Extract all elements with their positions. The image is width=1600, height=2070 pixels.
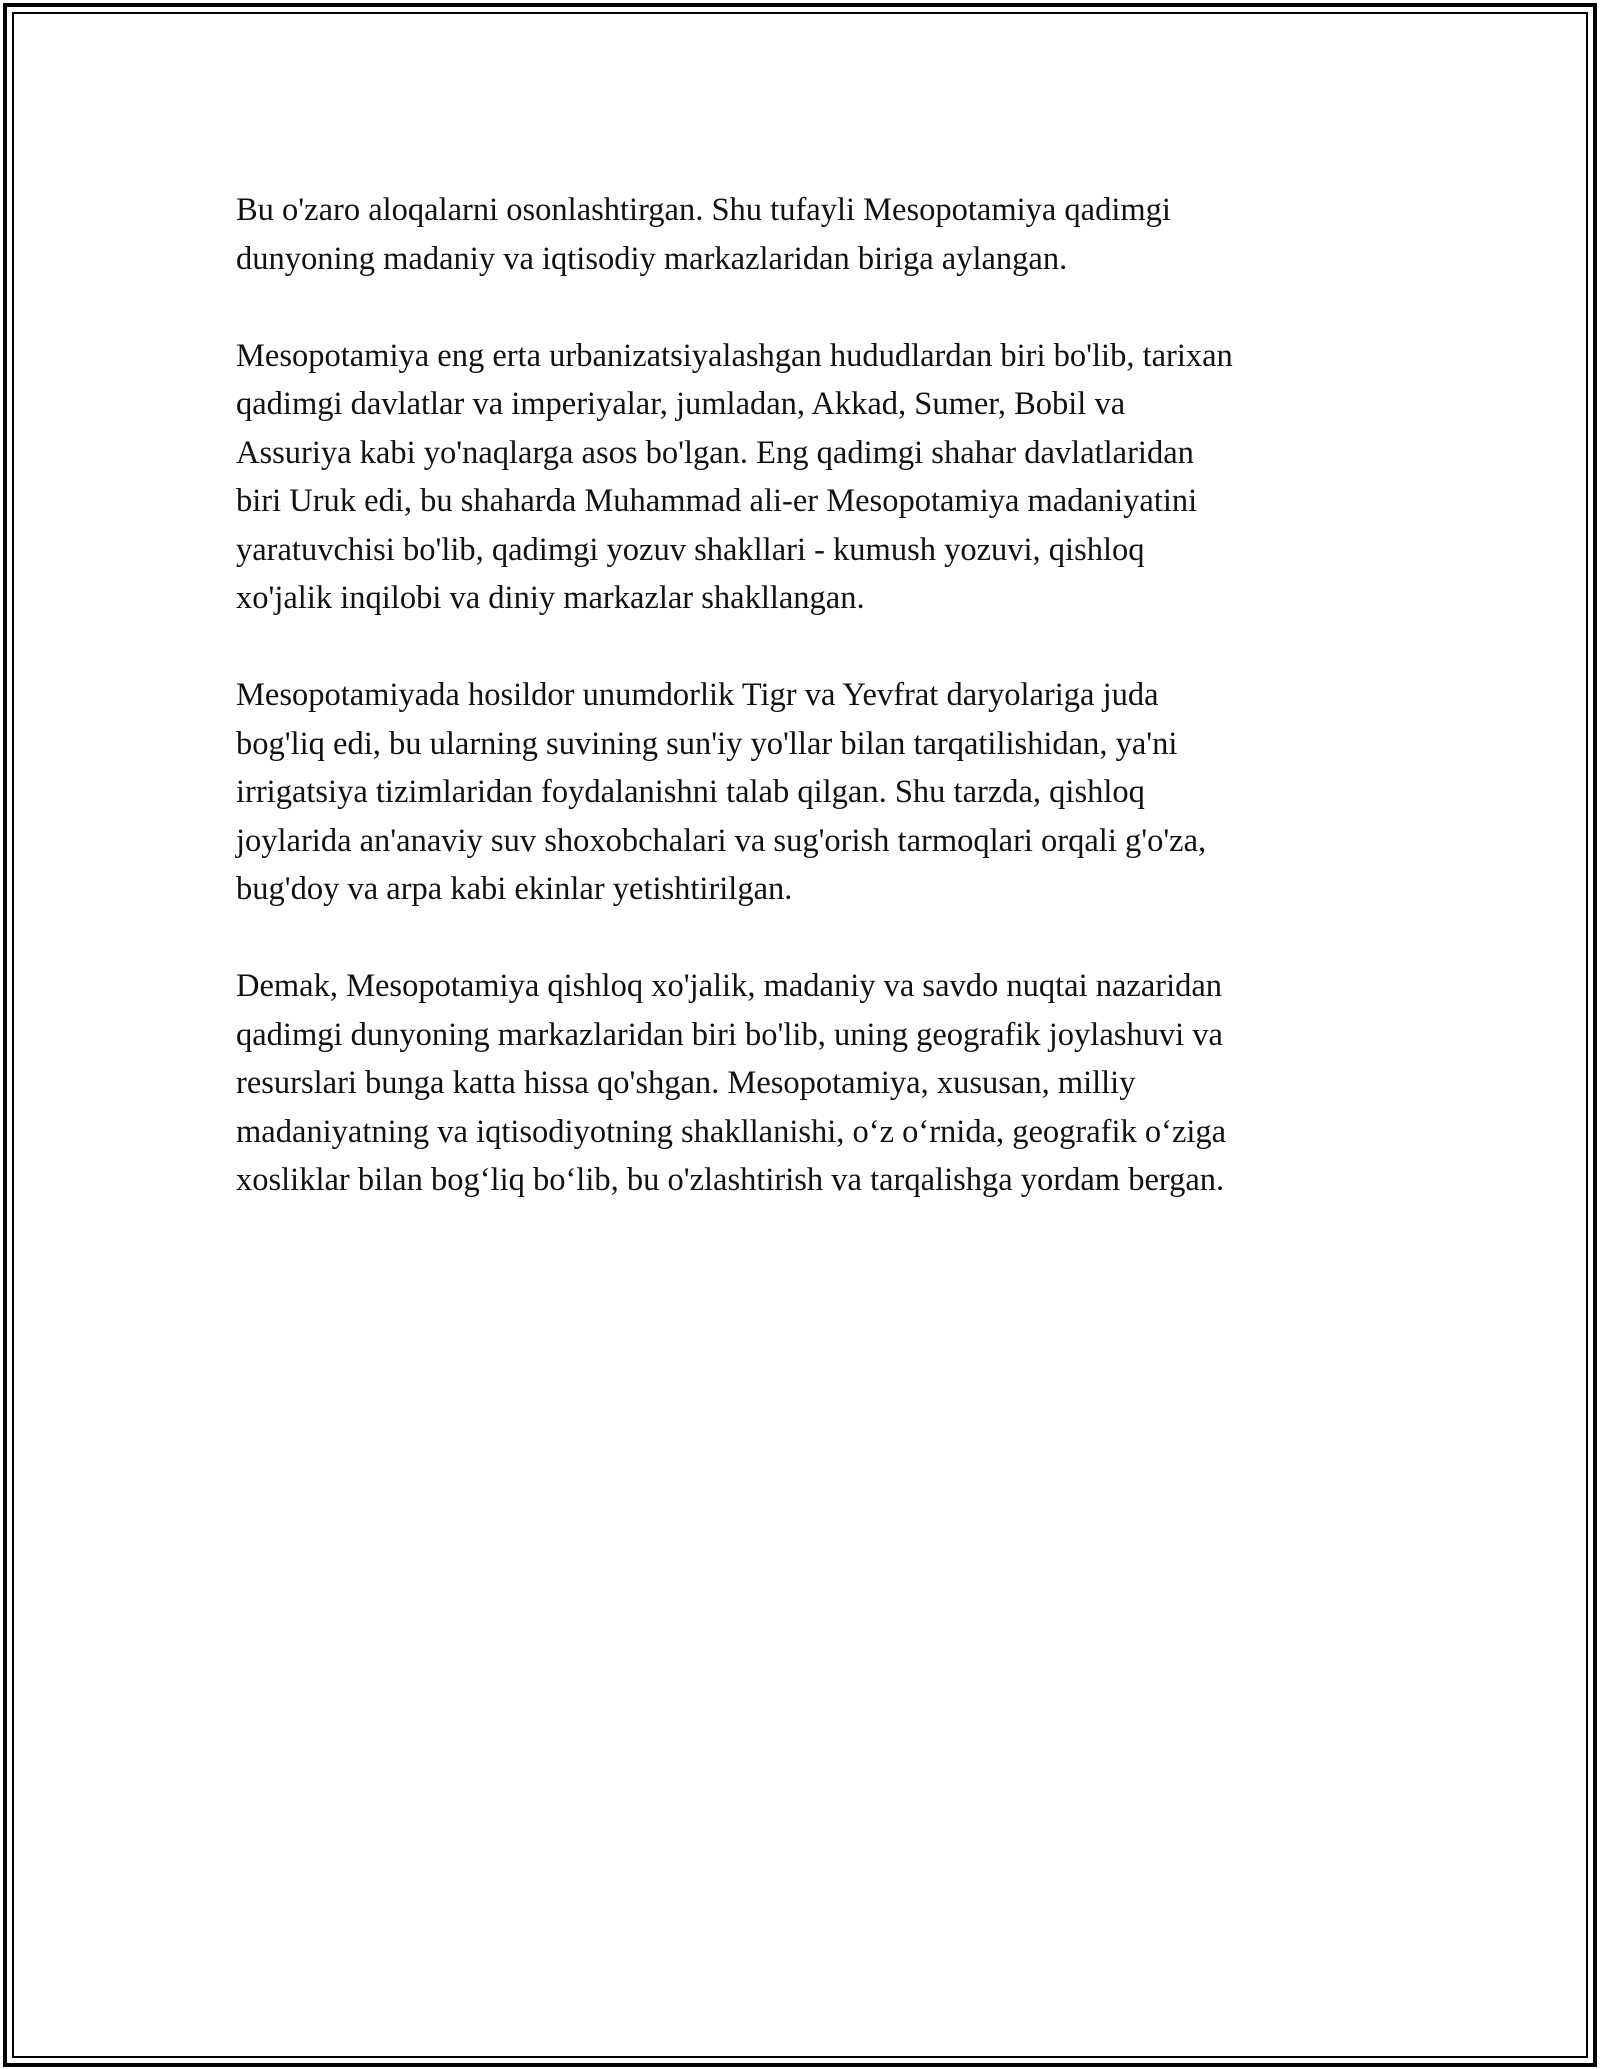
text-line: Bu o'zaro aloqalarni osonlashtirgan. Shu tufayli Mesopotamiya qadimgi — [236, 192, 1171, 228]
text-line: yaratuvchisi bo'lib, qadimgi yozuv shakllari - kumush yozuvi, qishloq — [236, 531, 1145, 568]
text-line: resurslari bunga katta hissa qo'shgan. Mesopotamiya, xususan, milliy — [236, 1065, 1136, 1101]
text-line: irrigatsiya tizimlaridan foydalanishni talab qilgan. Shu tarzda, qishloq — [236, 774, 1145, 810]
text-line: qadimgi dunyoning markazlaridan biri bo'lib, uning geografik joylashuvi va — [236, 1016, 1223, 1053]
paragraph-4 — [236, 962, 1386, 1205]
text-line: bug'doy va arpa kabi ekinlar yetishtirilgan. — [236, 871, 793, 907]
paragraph-1 — [236, 186, 1386, 283]
text-line: madaniyatning va iqtisodiyotning shakllanishi, o‘z o‘rnida, geografik o‘ziga — [236, 1113, 1227, 1150]
text-line: xo'jalik inqilobi va diniy markazlar shakllangan. — [236, 580, 865, 616]
paragraph-2 — [236, 332, 1386, 623]
text-line: Demak, Mesopotamiya qishloq xo'jalik, madaniy va savdo nuqtai nazaridan — [236, 968, 1223, 1004]
text-line: Mesopotamiya eng erta urbanizatsiyalashgan hududlardan biri bo'lib, tarixan — [236, 337, 1233, 374]
text-line: qadimgi davlatlar va imperiyalar, jumladan, Akkad, Sumer, Bobil va — [236, 386, 1126, 422]
page-content — [236, 186, 1386, 1253]
text-line: dunyoning madaniy va iqtisodiy markazlaridan biriga aylangan. — [236, 240, 1068, 277]
text-line: bog'liq edi, bu ularning suvining sun'iy yo'llar bilan tarqatilishidan, ya'ni — [236, 725, 1178, 762]
paragraph-3 — [236, 671, 1386, 914]
text-line: Assuriya kabi yo'naqlarga asos bo'lgan. Eng qadimgi shahar davlatlaridan — [236, 434, 1194, 471]
text-line: biri Uruk edi, bu shaharda Muhammad ali-er Mesopotamiya madaniyatini — [236, 483, 1198, 519]
text-line: xosliklar bilan bog‘liq bo‘lib, bu o'zlashtirish va tarqalishga yordam bergan. — [236, 1162, 1225, 1198]
text-line: joylarida an'anaviy suv shoxobchalari va sug'orish tarmoqlari orqali g'o'za, — [236, 822, 1207, 859]
text-line: Mesopotamiyada hosildor unumdorlik Tigr va Yevfrat daryolariga juda — [236, 677, 1159, 713]
